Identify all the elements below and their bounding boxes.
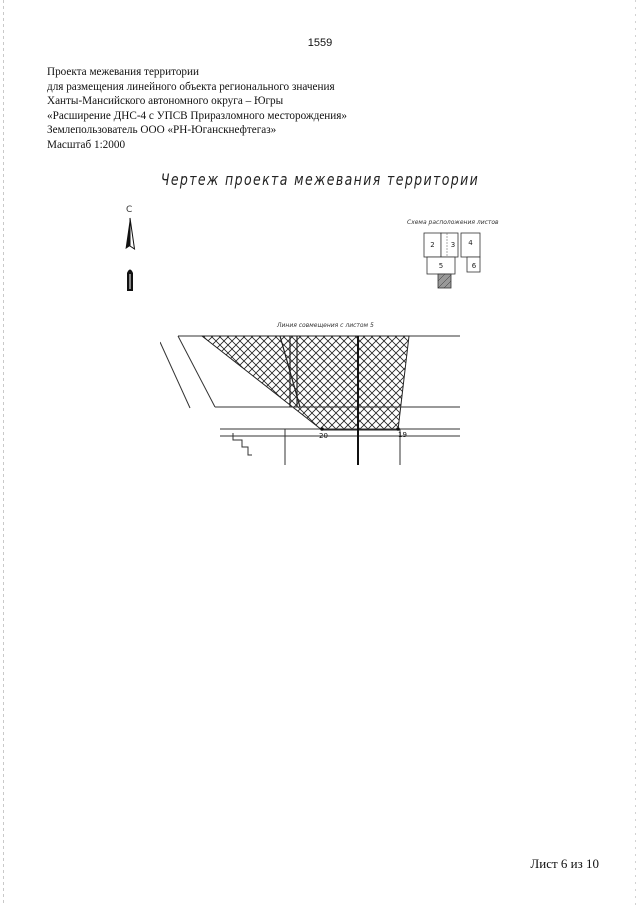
header-line-scale: Масштаб 1:2000 xyxy=(47,138,126,151)
scheme-label-3: 3 xyxy=(450,241,456,249)
sheet-number: Лист 6 из 10 xyxy=(530,856,599,871)
scheme-label-2: 2 xyxy=(430,241,435,249)
header-line-object: «Расширение ДНС-4 с УПСВ Приразломного месторождения» xyxy=(47,109,348,122)
header-line-purpose: для размещения линейного объекта регионального значения xyxy=(47,80,335,93)
document-header xyxy=(47,65,347,152)
scheme-label-5: 5 xyxy=(438,262,444,270)
sheet-scheme-title: Схема расположения листов xyxy=(407,219,499,226)
point-label-19: 19 xyxy=(398,431,407,439)
boundary-point-20 xyxy=(320,427,324,431)
north-label: С xyxy=(126,205,133,215)
survey-plan xyxy=(160,325,470,470)
sheet-scheme xyxy=(420,228,490,290)
boundary-line-west-2 xyxy=(178,336,215,407)
page-number: 1559 xyxy=(307,37,333,49)
header-line-land-user: Землепользователь ООО «РН-Юганскнефтегаз» xyxy=(47,124,277,136)
scan-edge-right xyxy=(635,0,636,905)
boundary-line-west-1 xyxy=(160,342,190,408)
scheme-label-4: 4 xyxy=(468,239,473,247)
scheme-label-6: 6 xyxy=(471,262,477,270)
north-arrow-icon xyxy=(124,217,136,293)
scan-edge-left xyxy=(3,0,4,905)
match-line-caption: Линия совмещения с листом 5 xyxy=(277,322,374,329)
header-line-project: Проекта межевания территории xyxy=(47,66,199,78)
scheme-sheet-3 xyxy=(441,233,458,257)
drawing-title: Чертеж проекта межевания территории xyxy=(160,170,480,189)
header-line-region: Ханты-Мансийского автономного округа – Югры xyxy=(47,95,284,107)
point-label-20: 20 xyxy=(319,432,328,440)
hatched-parcel xyxy=(202,336,409,430)
